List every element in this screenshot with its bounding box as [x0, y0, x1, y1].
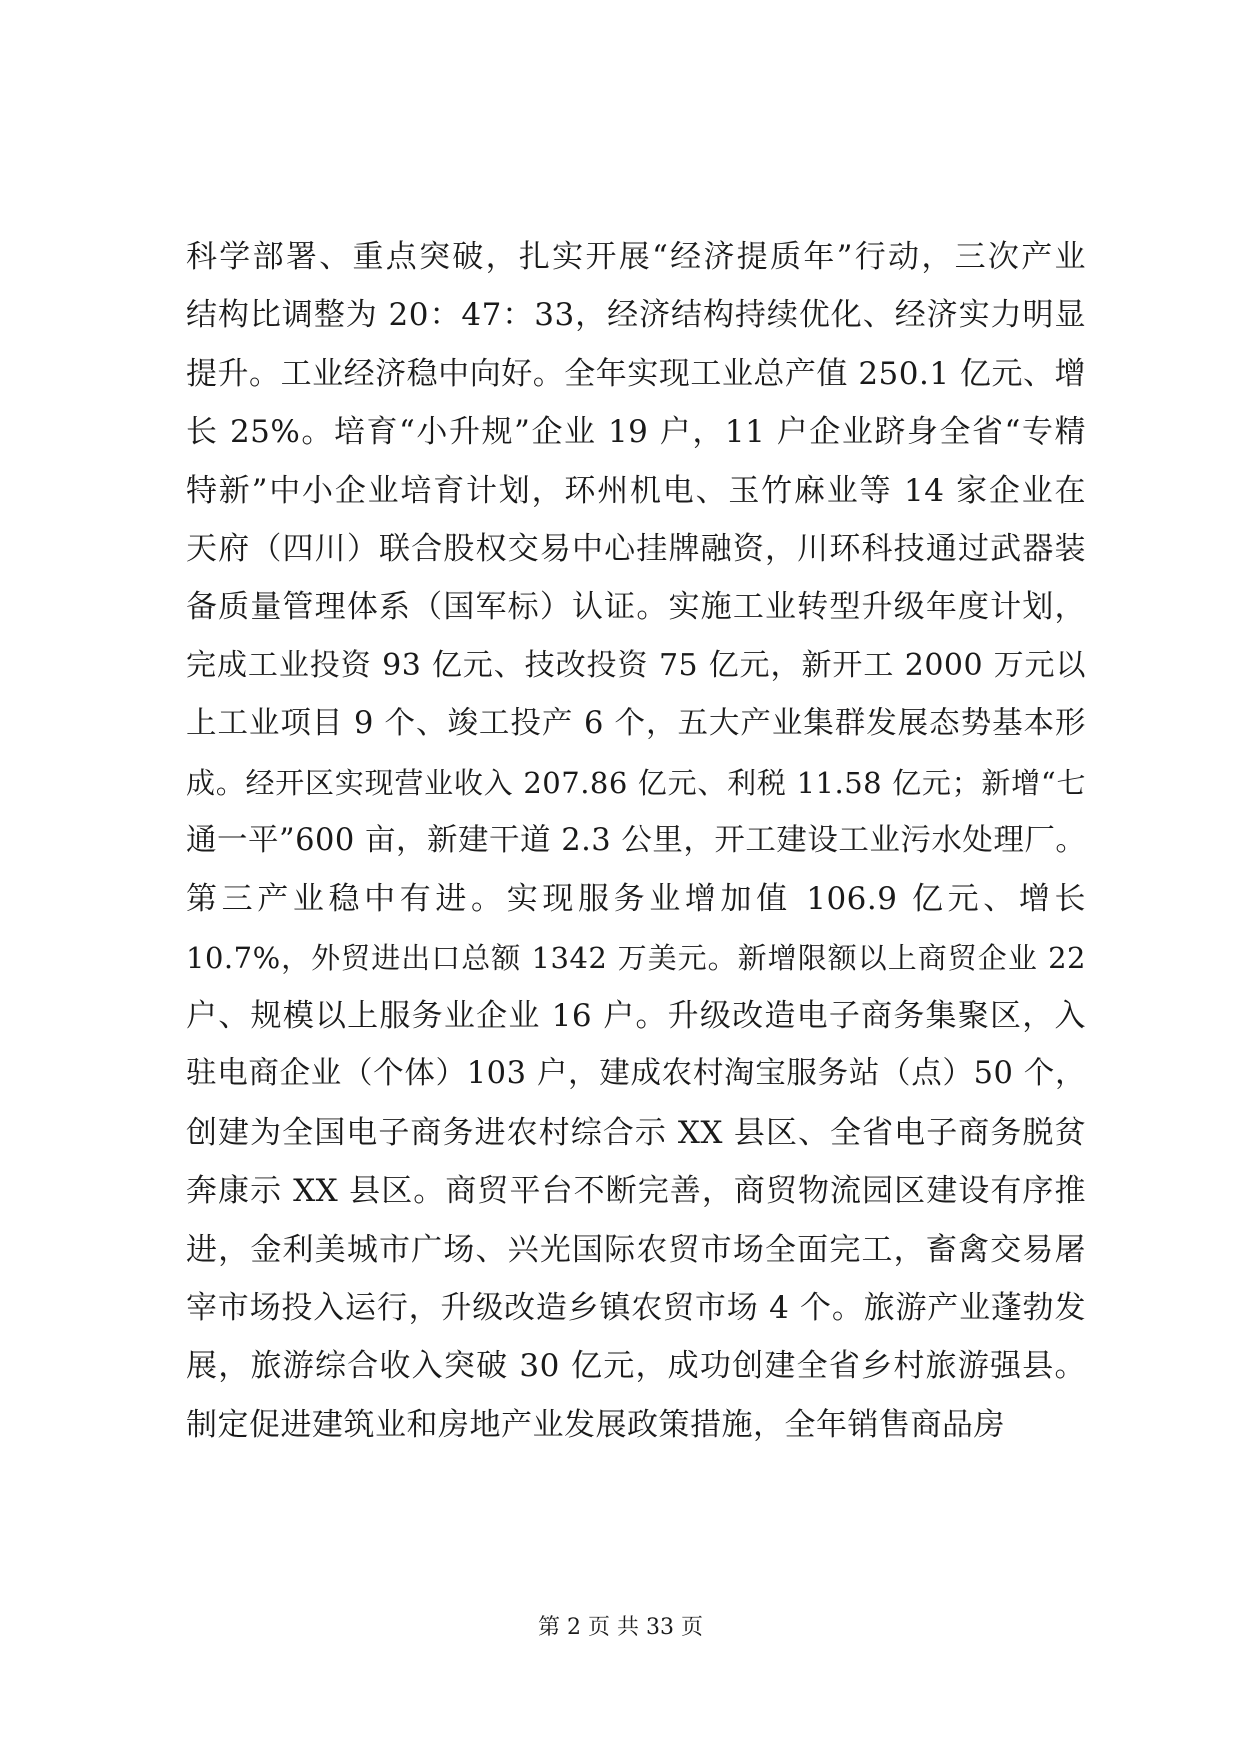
text-line: 天府（四川）联合股权交易中心挂牌融资，川环科技通过武器装 [186, 530, 1086, 567]
text-line: 驻电商企业（个体）103 户，建成农村淘宝服务站（点）50 个， [186, 1056, 1086, 1092]
text-line: 结构比调整为 20：47：33，经济结构持续优化、经济实力明显 [186, 297, 1086, 334]
text-line: 提升。工业经济稳中向好。全年实现工业总产值 250.1 亿元、增 [186, 355, 1086, 392]
text-line: 完成工业投资 93 亿元、技改投资 75 亿元，新开工 2000 万元以 [186, 647, 1086, 683]
text-line: 第三产业稳中有进。实现服务业增加值 106.9 亿元、增长 [186, 881, 1086, 918]
text-line: 通一平”600 亩，新建干道 2.3 公里，开工建设工业污水处理厂。 [186, 822, 1087, 858]
text-line: 特新”中小企业培育计划，环州机电、玉竹麻业等 14 家企业在 [186, 472, 1086, 509]
text-line: 10.7%，外贸进出口总额 1342 万美元。新增限额以上商贸企业 22 [186, 940, 1086, 975]
text-line: 进，金利美城市广场、兴光国际农贸市场全面完工，畜禽交易屠 [186, 1231, 1086, 1268]
text-line: 宰市场投入运行，升级改造乡镇农贸市场 4 个。旅游产业蓬勃发 [186, 1290, 1086, 1327]
text-line: 科学部署、重点突破，扎实开展“经济提质年”行动，三次产业 [186, 239, 1086, 275]
text-line: 奔康示 XX 县区。商贸平台不断完善，商贸物流园区建设有序推 [186, 1173, 1086, 1210]
text-line: 成。经开区实现营业收入 207.86 亿元、利税 11.58 亿元；新增“七 [186, 765, 1086, 800]
text-line: 制定促进建筑业和房地产业发展政策措施，全年销售商品房 [186, 1406, 1005, 1443]
page-number-footer: 第 2 页 共 33 页 [538, 1615, 703, 1640]
text-line: 长 25%。培育“小升规”企业 19 户，11 户企业跻身全省“专精 [186, 414, 1086, 451]
text-line: 户、规模以上服务业企业 16 户。升级改造电子商务集聚区，入 [186, 998, 1086, 1035]
text-line: 备质量管理体系（国军标）认证。实施工业转型升级年度计划， [186, 589, 1086, 626]
text-line: 上工业项目 9 个、竣工投产 6 个，五大产业集群发展态势基本形 [186, 706, 1086, 742]
text-line: 创建为全国电子商务进农村综合示 XX 县区、全省电子商务脱贫 [186, 1114, 1086, 1151]
text-line: 展，旅游综合收入突破 30 亿元，成功创建全省乡村旅游强县。 [186, 1348, 1086, 1385]
body-text [186, 228, 1086, 1454]
